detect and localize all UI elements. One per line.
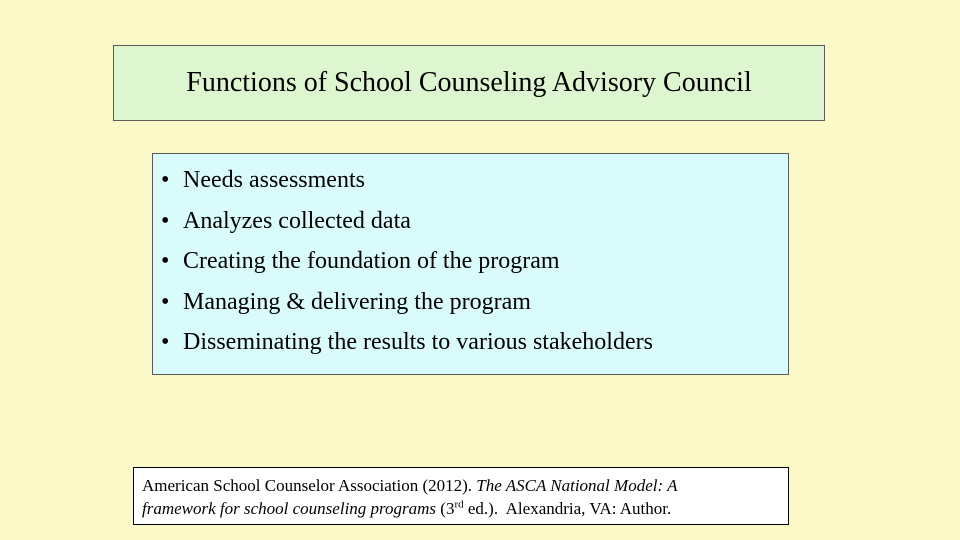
reference-edition-open: (3 [440,499,455,518]
bullet-text: Managing & delivering the program [183,288,531,315]
list-item [161,241,788,282]
bullet-text: Creating the foundation of the program [183,248,560,274]
list-item [161,201,788,242]
slide-title: Functions of School Counseling Advisory Council [186,67,752,98]
list-item [161,160,788,201]
bullet-icon: • [161,207,170,234]
reference-publisher: Alexandria, VA: Author. [505,499,672,518]
bullet-icon: • [161,167,170,193]
bullet-text: Disseminating the results to various stakeholders [183,329,653,355]
reference-edition-sup: rd [454,498,464,511]
reference-author: American School Counselor Association (2012). [142,476,473,495]
title-box [113,45,825,121]
list-item [161,322,788,363]
reference-citation [133,467,789,525]
list-item [161,282,788,323]
bullet-text: Analyzes collected data [183,207,411,234]
reference-title-part1: The ASCA National Model: A [476,476,678,495]
bullet-text: Needs assessments [183,167,365,193]
bullet-icon: • [161,248,170,274]
bullet-list-box [152,153,789,375]
bullet-icon: • [161,288,170,315]
reference-edition-close: ed.). [467,499,499,518]
reference-title-part2: framework for school counseling programs [142,499,437,518]
bullet-list [161,160,788,363]
bullet-icon: • [161,329,170,355]
